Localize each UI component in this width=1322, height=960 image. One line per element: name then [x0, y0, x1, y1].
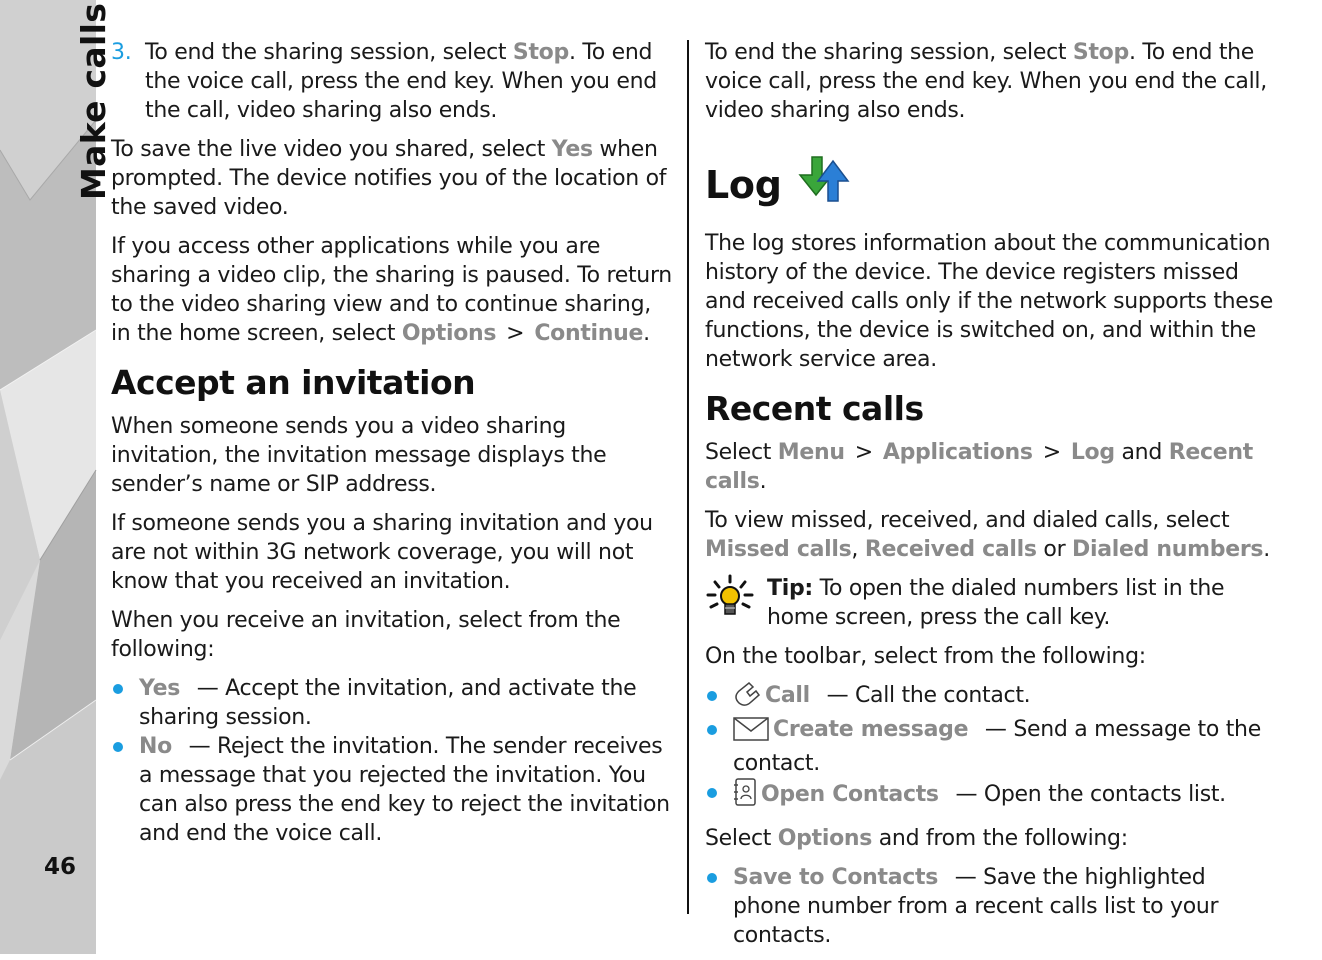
end-sharing-text-pre: To end the sharing session, select: [705, 40, 1073, 65]
accept-paragraph-1: When someone sends you a video sharing invitation, the invitation message displays the sender’s name or SIP address.: [111, 414, 607, 497]
left-column: [111, 38, 677, 858]
list-item: [705, 715, 1275, 778]
step-text-post: . To end the voice call, press the end key. When you end the call, video sharing also ends.: [145, 40, 657, 123]
save-text-post: when prompted. The device notifies you of the location of the saved video.: [111, 137, 667, 220]
section-title: Make calls: [74, 2, 113, 200]
tip-body: To open the dialed numbers list in the home screen, press the call key.: [767, 576, 1225, 630]
path-text-post: .: [759, 469, 767, 494]
view-text-or: or: [1036, 537, 1073, 562]
contacts-icon: [733, 778, 757, 814]
step-text-pre: To end the sharing session, select: [145, 40, 513, 65]
call-option: Call: [765, 683, 810, 708]
list-item-text: — Reject the invitation. The sender receives a message that you rejected the invitation. You can also press the end key to reject the invitation and end the voice call.: [139, 734, 670, 846]
view-calls-paragraph: [705, 506, 1275, 564]
options-list: [705, 863, 1275, 950]
path-separator: >: [854, 440, 873, 465]
column-divider: [687, 40, 689, 914]
phone-icon: [733, 681, 761, 715]
accept-paragraph-3: When you receive an invitation, select from the following:: [111, 608, 621, 662]
toolbar-options-list: [705, 681, 1275, 814]
received-calls-option: Received calls: [864, 537, 1037, 562]
step-3: [111, 38, 677, 125]
yes-option: Yes: [139, 676, 181, 701]
continue-option: Continue: [534, 321, 644, 346]
view-text-post: .: [1263, 537, 1270, 562]
log-heading: [705, 155, 1275, 215]
view-text-pre: To view missed, received, and dialed calls, select: [705, 508, 1230, 533]
page-number: 46: [44, 854, 77, 880]
other-apps-paragraph: [111, 232, 677, 348]
missed-calls-option: Missed calls: [705, 537, 852, 562]
list-item: [705, 681, 1275, 715]
options-intro-pre: Select: [705, 826, 778, 851]
open-contacts-option: Open Contacts: [761, 782, 939, 807]
accept-invitation-heading: Accept an invitation: [111, 363, 476, 402]
list-item-text: — Call the contact.: [826, 683, 1031, 708]
list-item-text: — Open the contacts list.: [955, 782, 1226, 807]
side-strip: [0, 0, 113, 954]
save-to-contacts-option: Save to Contacts: [733, 865, 939, 890]
recent-calls-heading: Recent calls: [705, 389, 924, 428]
end-sharing-paragraph: [705, 38, 1275, 125]
list-item: [111, 732, 677, 848]
other-apps-text-post: .: [643, 321, 650, 346]
envelope-icon: [733, 717, 769, 749]
tip-box: [705, 574, 1275, 632]
applications-option: Applications: [882, 440, 1033, 465]
list-item: [705, 863, 1275, 950]
yes-option: Yes: [551, 137, 593, 162]
log-arrows-icon: [798, 155, 850, 215]
options-intro-post: and from the following:: [872, 826, 1128, 851]
stop-option: Stop: [512, 40, 569, 65]
lightbulb-icon: [705, 574, 767, 632]
save-video-paragraph: [111, 135, 677, 222]
view-text-comma: ,: [851, 537, 865, 562]
stop-option: Stop: [1072, 40, 1129, 65]
log-option: Log: [1070, 440, 1115, 465]
save-text-pre: To save the live video you shared, select: [111, 137, 552, 162]
step-number: 3.: [111, 40, 132, 65]
end-sharing-text-post: . To end the voice call, press the end key. When you end the call, video sharing also ends.: [705, 40, 1267, 123]
options-intro: [705, 824, 1275, 853]
list-item: [705, 778, 1275, 814]
log-heading-text: Log: [705, 163, 782, 207]
log-description: The log stores information about the communication history of the device. The device registers missed and received calls only if the network supports these functions, the device is switched on, and within the network service area.: [705, 231, 1273, 372]
path-separator: >: [1042, 440, 1061, 465]
no-option: No: [139, 734, 172, 759]
options-option: Options: [401, 321, 497, 346]
step-text: [145, 38, 677, 125]
path-text-mid: and: [1114, 440, 1169, 465]
accept-paragraph-2: If someone sends you a sharing invitation and you are not within 3G network coverage, you will not know that you received an invitation.: [111, 511, 653, 594]
create-message-option: Create message: [773, 717, 969, 742]
list-item-text: — Save the highlighted phone number from a recent calls list to your contacts.: [733, 865, 1219, 948]
list-item: [111, 674, 677, 732]
right-column: [705, 38, 1275, 960]
list-item-text: — Send a message to the contact.: [733, 717, 1261, 776]
other-apps-text-pre: If you access other applications while you are sharing a video clip, the sharing is paused. To return to the video sharing view and to continue sharing, in the home screen, select: [111, 234, 672, 346]
tip-label: Tip:: [767, 576, 813, 601]
list-item-text: — Accept the invitation, and activate the sharing session.: [139, 676, 637, 730]
recent-calls-option: Recent calls: [705, 440, 1253, 494]
invitation-options-list: [111, 674, 677, 848]
tip-text: [767, 574, 1275, 632]
path-separator: >: [506, 321, 525, 346]
options-option: Options: [777, 826, 873, 851]
menu-option: Menu: [777, 440, 845, 465]
menu-path-paragraph: [705, 438, 1275, 496]
dialed-numbers-option: Dialed numbers: [1072, 537, 1264, 562]
toolbar-intro: On the toolbar, select from the following:: [705, 644, 1146, 669]
path-text-pre: Select: [705, 440, 778, 465]
